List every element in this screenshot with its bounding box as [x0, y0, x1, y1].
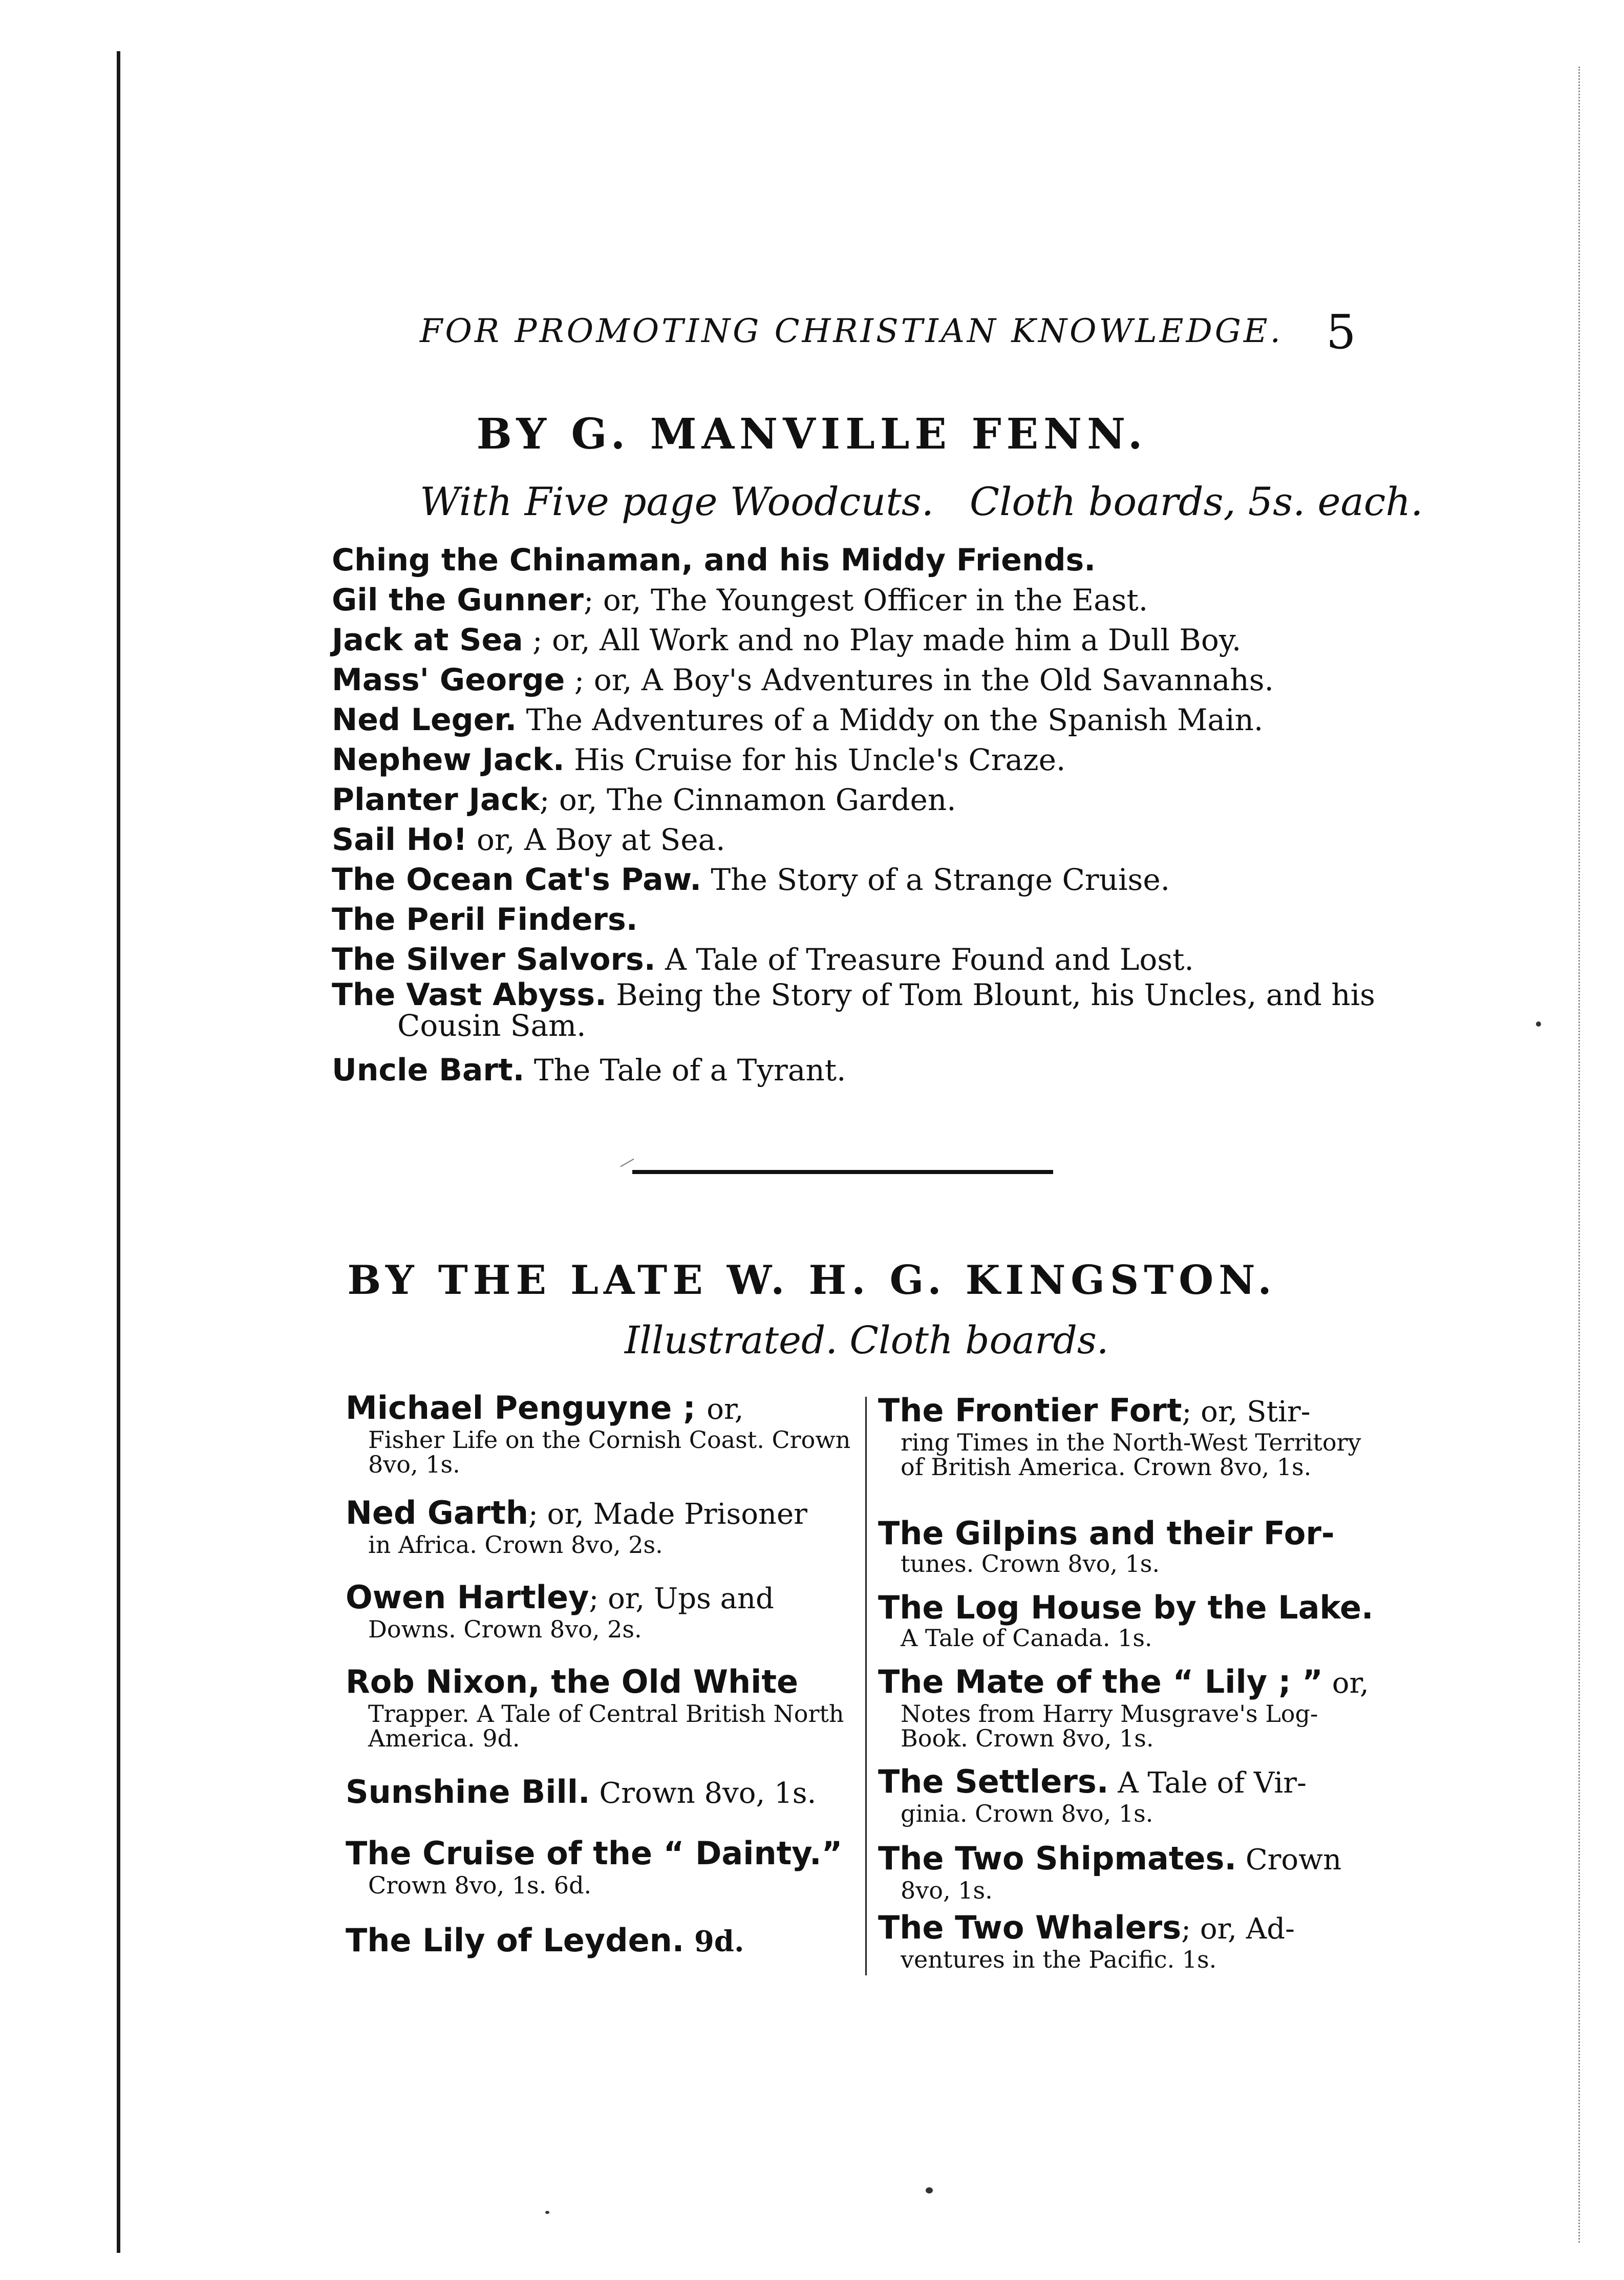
book-description: The Adventures of a Middy on the Spanish Main. — [517, 702, 1264, 737]
book-description: Crown 8vo, 1s. 6d. — [368, 1871, 592, 1899]
book-description: His Cruise for his Uncle's Craze. — [564, 742, 1066, 777]
book-description: ; or, The Youngest Officer in the East. — [583, 583, 1148, 617]
section-title-fenn: BY G. MANVILLE FENN. — [476, 410, 1148, 459]
book-description: ; or, All Work and no Play made him a Dull Boy. — [523, 623, 1242, 657]
list-item — [332, 740, 1417, 780]
fenn-book-list — [332, 540, 1417, 1090]
running-head: FOR PROMOTING CHRISTIAN KNOWLEDGE. — [420, 312, 1283, 350]
list-item — [878, 1590, 1380, 1650]
book-description: ventures in the Pacific. 1s. — [901, 1946, 1217, 1973]
book-title: The Ocean Cat's Paw. — [332, 862, 701, 898]
scan-edge-left — [117, 51, 120, 2253]
book-heading — [878, 1764, 1380, 1801]
book-title-tail: ; or, Ups and — [589, 1582, 774, 1615]
book-title: Sail Ho! — [332, 822, 467, 858]
scan-speck — [926, 2187, 933, 2193]
book-title: The Silver Salvors. — [332, 942, 656, 977]
book-title-tail: Crown 8vo, 1s. — [590, 1777, 817, 1810]
book-description: or, A Boy at Sea. — [467, 822, 725, 857]
list-item — [332, 660, 1417, 700]
book-title-tail: ; or, Ad- — [1181, 1912, 1295, 1946]
book-title-tail: ; or, Stir- — [1182, 1395, 1311, 1429]
book-description: Fisher Life on the Cornish Coast. Crown 8vo, 1s. — [368, 1426, 851, 1478]
book-description: Notes from Harry Musgrave's Log-Book. Crown 8vo, 1s. — [901, 1700, 1318, 1752]
book-title: The Gilpins and their For- — [878, 1515, 1335, 1552]
book-title: The Vast Abyss. — [332, 977, 607, 1013]
subtitle-binding-price: Cloth boards, 5s. each. — [969, 479, 1423, 524]
book-heading — [346, 1390, 852, 1427]
book-title: The Lily of Leyden. — [346, 1922, 685, 1959]
list-item — [332, 940, 1417, 979]
book-heading — [346, 1495, 852, 1532]
list-item — [332, 780, 1417, 820]
book-description: Being the Story of Tom Blount, his Uncles, and his Cousin Sam. — [397, 977, 1375, 1043]
list-item — [332, 860, 1417, 900]
book-description: in Africa. Crown 8vo, 2s. — [368, 1531, 663, 1559]
book-title: The Log House by the Lake. — [878, 1589, 1374, 1626]
book-heading — [346, 1580, 852, 1617]
list-item — [346, 1580, 852, 1642]
list-item — [346, 1774, 852, 1812]
book-heading — [346, 1923, 852, 1959]
book-description: ring Times in the North-West Territory of British America. Crown 8vo, 1s. — [901, 1429, 1361, 1481]
book-description: The Story of a Strange Cruise. — [701, 862, 1170, 897]
book-title-tail: Crown — [1236, 1843, 1342, 1877]
column-divider — [865, 1397, 867, 1975]
book-title-tail: or, — [707, 1393, 744, 1426]
book-heading — [878, 1516, 1380, 1551]
book-heading — [878, 1393, 1380, 1430]
book-title: The Frontier Fort — [878, 1392, 1182, 1429]
list-item — [346, 1390, 852, 1477]
book-title: The Cruise of the “ Dainty.” — [346, 1835, 843, 1872]
book-title: Jack at Sea — [332, 622, 523, 658]
list-item — [346, 1923, 852, 1959]
book-title: The Two Shipmates. — [878, 1840, 1237, 1877]
book-title: Mass' George — [332, 662, 565, 698]
list-item — [332, 700, 1417, 740]
section-divider-rule — [632, 1170, 1053, 1174]
book-description: ; or, A Boy's Adventures in the Old Savannahs. — [565, 663, 1274, 697]
list-item — [332, 1050, 1417, 1090]
list-item — [878, 1764, 1380, 1826]
book-title: Planter Jack — [332, 782, 540, 818]
book-title: The Settlers. — [878, 1763, 1109, 1800]
section-subtitle-fenn — [420, 479, 1423, 524]
list-item — [878, 1841, 1380, 1903]
list-item — [332, 979, 1417, 1041]
book-description: A Tale of Treasure Found and Lost. — [655, 942, 1194, 977]
list-item — [346, 1836, 852, 1898]
book-title: The Peril Finders. — [332, 902, 638, 937]
book-title: The Two Whalers — [878, 1909, 1182, 1946]
book-title-tail: A Tale of Vir- — [1108, 1766, 1307, 1800]
book-heading — [878, 1841, 1380, 1878]
book-title: Ching the Chinaman, and his Middy Friends. — [332, 542, 1096, 578]
book-heading — [878, 1590, 1380, 1626]
subtitle-illustrations: With Five page Woodcuts. — [420, 479, 934, 524]
list-item — [346, 1664, 852, 1751]
book-heading — [878, 1910, 1380, 1947]
list-item — [332, 540, 1417, 580]
book-description: The Tale of a Tyrant. — [524, 1053, 846, 1088]
list-item — [332, 820, 1417, 860]
book-title: Ned Garth — [346, 1494, 528, 1531]
book-heading — [346, 1836, 852, 1873]
page-number: 5 — [1326, 305, 1356, 359]
scan-speck — [545, 2211, 549, 2214]
list-item — [878, 1664, 1380, 1751]
scan-edge-right — [1578, 67, 1580, 2243]
rule-flourish — [621, 1159, 634, 1167]
book-title: Michael Penguyne ; — [346, 1389, 696, 1426]
list-item — [878, 1516, 1380, 1576]
book-title: Owen Hartley — [346, 1579, 589, 1616]
book-heading — [878, 1664, 1380, 1701]
book-heading — [346, 1774, 852, 1812]
book-title: The Mate of the “ Lily ; ” — [878, 1663, 1323, 1700]
book-description: Trapper. A Tale of Central British North America. 9d. — [368, 1700, 844, 1752]
book-description: 8vo, 1s. — [901, 1877, 993, 1904]
list-item — [332, 580, 1417, 620]
section-title-kingston: BY THE LATE W. H. G. KINGSTON. — [347, 1257, 1277, 1304]
book-title-tail: or, — [1322, 1667, 1369, 1700]
list-item — [878, 1393, 1380, 1479]
book-title: Sunshine Bill. — [346, 1773, 590, 1810]
book-description: ginia. Crown 8vo, 1s. — [901, 1800, 1153, 1827]
book-heading — [346, 1664, 852, 1701]
section-subtitle-kingston: Illustrated. Cloth boards. — [625, 1318, 1109, 1362]
book-description: ; or, The Cinnamon Garden. — [539, 782, 956, 817]
book-description: Downs. Crown 8vo, 2s. — [368, 1615, 642, 1643]
scan-speck — [1536, 1021, 1541, 1027]
book-title-tail: ; or, Made Prisoner — [528, 1498, 807, 1531]
book-title: Ned Leger. — [332, 702, 517, 738]
book-title: Rob Nixon, the Old White — [346, 1663, 799, 1700]
book-description: tunes. Crown 8vo, 1s. — [901, 1550, 1160, 1578]
book-description: A Tale of Canada. 1s. — [901, 1624, 1152, 1652]
book-title: Uncle Bart. — [332, 1052, 525, 1088]
list-item — [332, 900, 1417, 940]
book-title-tail: 9d. — [684, 1925, 744, 1958]
list-item — [878, 1910, 1380, 1972]
book-title: Gil the Gunner — [332, 582, 584, 618]
book-title: Nephew Jack. — [332, 742, 565, 778]
list-item — [346, 1495, 852, 1557]
list-item — [332, 620, 1417, 660]
